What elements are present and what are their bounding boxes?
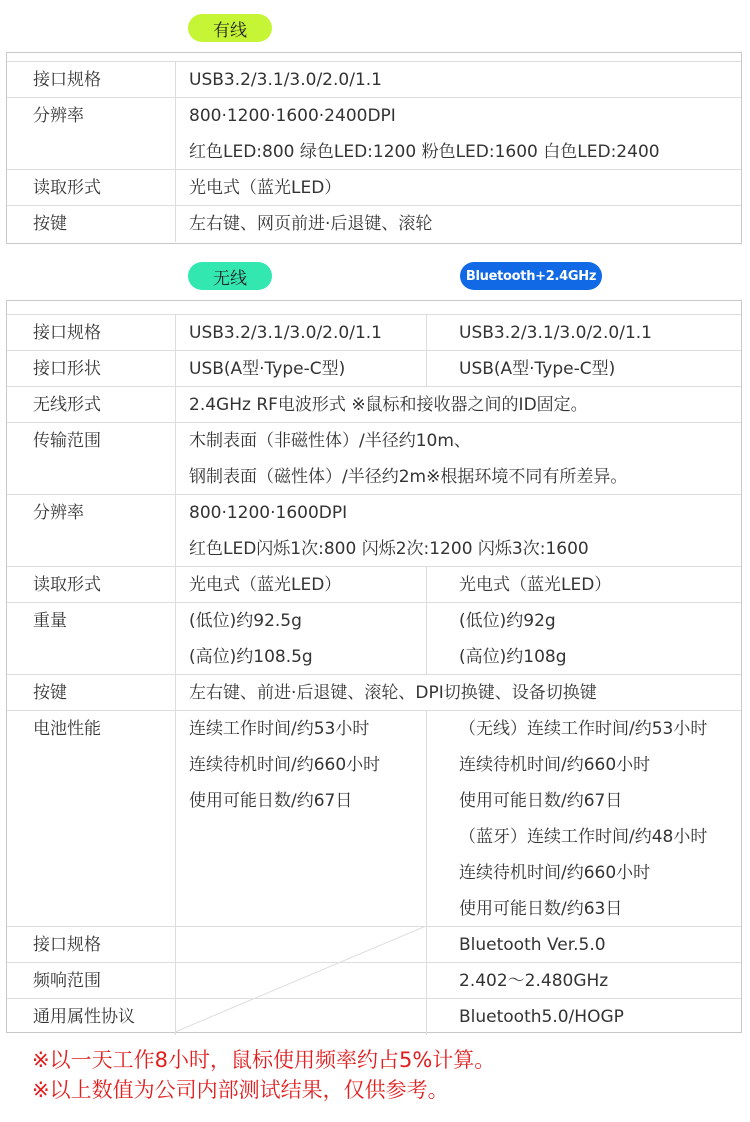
spec-value-line: 钢制表面（磁性体）/半径约2m※根据环境不同有所差异。 xyxy=(189,467,628,487)
spec-value-col2 xyxy=(426,999,624,1035)
spec-label-cell xyxy=(7,711,176,927)
spec-value-line: （无线）连续工作时间/约53小时 xyxy=(459,719,708,739)
spec-value-line: USB3.2/3.1/3.0/2.0/1.1 xyxy=(459,323,652,343)
spec-row xyxy=(7,926,741,963)
spec-label-cell xyxy=(7,495,176,567)
spec-value-line: 连续待机时间/约660小时 xyxy=(189,755,381,775)
spec-label: 读取形式 xyxy=(33,178,101,198)
spec-label-cell xyxy=(7,170,176,206)
spec-value-line: 连续待机时间/约660小时 xyxy=(459,755,651,775)
bluetooth-tag: Bluetooth+2.4GHz xyxy=(460,262,602,290)
spec-label-cell xyxy=(7,423,176,495)
spec-value-line: USB3.2/3.1/3.0/2.0/1.1 xyxy=(189,70,382,90)
spec-value-col2 xyxy=(426,351,616,387)
spec-value-col2 xyxy=(426,567,612,603)
spec-row xyxy=(7,169,741,206)
spec-label: 接口形状 xyxy=(33,359,101,379)
spec-row xyxy=(7,386,741,423)
spec-value-line: 光电式（蓝光LED） xyxy=(189,178,342,198)
spec-row xyxy=(7,314,741,351)
spec-value-col2 xyxy=(426,603,567,675)
spec-row xyxy=(7,97,741,170)
spec-row xyxy=(7,674,741,711)
spec-label: 接口规格 xyxy=(33,323,101,343)
spec-value-line: （蓝牙）连续工作时间/约48小时 xyxy=(459,827,708,847)
spec-label-cell xyxy=(7,927,176,963)
spec-label: 按键 xyxy=(33,683,67,703)
spec-value-line: 800·1200·1600·2400DPI xyxy=(189,106,396,126)
spec-value-line: USB(A型·Type-C型) xyxy=(189,359,346,379)
spec-value-line: 使用可能日数/约67日 xyxy=(459,791,623,811)
spec-value-line: USB(A型·Type-C型) xyxy=(459,359,616,379)
spec-value-line: 红色LED闪烁1次:800 闪烁2次:1200 闪烁3次:1600 xyxy=(189,539,589,559)
spec-label: 无线形式 xyxy=(33,395,101,415)
spec-label: 接口规格 xyxy=(33,70,101,90)
spec-label: 分辨率 xyxy=(33,106,84,126)
spec-value-line: 左右键、网页前进·后退键、滚轮 xyxy=(189,214,433,234)
wireless-tag: 无线 xyxy=(188,262,272,290)
spec-label: 重量 xyxy=(33,611,67,631)
spec-label-cell xyxy=(7,351,176,387)
spec-value-line: (高位)约108.5g xyxy=(189,647,313,667)
footnotes xyxy=(32,1045,495,1105)
spec-label: 按键 xyxy=(33,214,67,234)
spec-row xyxy=(7,710,741,927)
footnote: ※以一天工作8小时，鼠标使用频率约占5%计算。 xyxy=(32,1048,496,1072)
spec-label: 分辨率 xyxy=(33,503,84,523)
spec-value-line: Bluetooth Ver.5.0 xyxy=(459,935,606,955)
spec-value-line: 使用可能日数/约63日 xyxy=(459,899,623,919)
spec-label-cell xyxy=(7,98,176,170)
wireless-spec-table xyxy=(6,300,742,1033)
spec-label-cell xyxy=(7,675,176,711)
spec-value-line: (高位)约108g xyxy=(459,647,567,667)
spec-label: 读取形式 xyxy=(33,575,101,595)
spec-value-line: 连续待机时间/约660小时 xyxy=(459,863,651,883)
spec-row xyxy=(7,602,741,675)
spec-value-line: (低位)约92g xyxy=(459,611,556,631)
spec-label-cell xyxy=(7,387,176,423)
spec-label: 传输范围 xyxy=(33,431,101,451)
spec-row xyxy=(7,494,741,567)
spec-label-cell xyxy=(7,315,176,351)
spec-label-cell xyxy=(7,567,176,603)
spec-row xyxy=(7,998,741,1035)
spec-value-col2 xyxy=(426,927,606,963)
spec-value-line: 红色LED:800 绿色LED:1200 粉色LED:1600 白色LED:2400 xyxy=(189,142,660,162)
wired-spec-table xyxy=(6,52,742,244)
spec-value-line: 连续工作时间/约53小时 xyxy=(189,719,370,739)
wired-tag: 有线 xyxy=(188,14,272,42)
spec-value-col2 xyxy=(426,963,609,999)
spec-label-cell xyxy=(7,62,176,98)
spec-row xyxy=(7,566,741,603)
spec-value-line: 800·1200·1600DPI xyxy=(189,503,348,523)
spec-row xyxy=(7,422,741,495)
spec-label: 通用属性协议 xyxy=(33,1007,135,1027)
spec-label: 接口规格 xyxy=(33,935,101,955)
spec-label-cell xyxy=(7,999,176,1035)
spec-value-line: 左右键、前进·后退键、滚轮、DPI切换键、设备切换键 xyxy=(189,683,597,703)
spec-value-col2 xyxy=(426,315,652,351)
spec-row xyxy=(7,350,741,387)
spec-label-cell xyxy=(7,963,176,999)
spec-row xyxy=(7,962,741,999)
spec-label: 频响范围 xyxy=(33,971,101,991)
spec-value-col2 xyxy=(426,711,708,927)
spec-label: 电池性能 xyxy=(33,719,101,739)
footnote: ※以上数值为公司内部测试结果，仅供参考。 xyxy=(32,1078,449,1102)
spec-value-line: 木制表面（非磁性体）/半径约10m、 xyxy=(189,431,471,451)
spec-value-line: 使用可能日数/约67日 xyxy=(189,791,353,811)
spec-value-line: 2.4GHz RF电波形式 ※鼠标和接收器之间的ID固定。 xyxy=(189,395,588,415)
spec-value-line: 2.402～2.480GHz xyxy=(459,971,609,991)
spec-value-line: (低位)约92.5g xyxy=(189,611,302,631)
spec-value-line: 光电式（蓝光LED） xyxy=(189,575,342,595)
spec-value-line: 光电式（蓝光LED） xyxy=(459,575,612,595)
spec-row xyxy=(7,61,741,98)
spec-row xyxy=(7,205,741,242)
spec-label-cell xyxy=(7,603,176,675)
spec-value-line: Bluetooth5.0/HOGP xyxy=(459,1007,624,1027)
spec-value-line: USB3.2/3.1/3.0/2.0/1.1 xyxy=(189,323,382,343)
spec-label-cell xyxy=(7,206,176,242)
